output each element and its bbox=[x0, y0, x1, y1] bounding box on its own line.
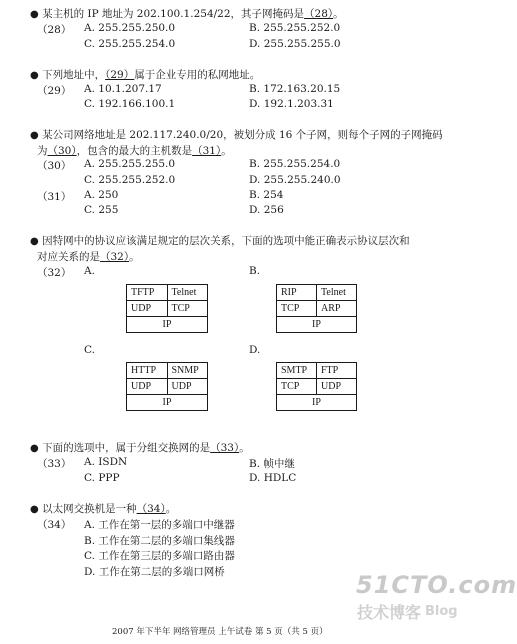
bullet-icon: ● bbox=[30, 504, 39, 515]
watermark-blog: Blog bbox=[425, 604, 458, 619]
bullet-icon: ● bbox=[30, 70, 39, 81]
q32-label-c: C. bbox=[84, 344, 95, 356]
question-29-stem: ● 下列地址中，（29）属于企业专用的私网地址。 bbox=[30, 69, 261, 81]
question-30-stem-line2: 为（30），包含的最大的主机数是（31）。 bbox=[37, 145, 232, 157]
q32-label-d: D. bbox=[249, 344, 261, 356]
question-33-number: （33） bbox=[37, 458, 72, 470]
q28-option-d: D. 255.255.255.0 bbox=[249, 38, 341, 50]
protocol-stack-b: RIP Telnet TCP ARP IP bbox=[276, 284, 357, 333]
q33-option-a: A. ISDN bbox=[84, 456, 128, 468]
q34-option-b: B. 工作在第二层的多端口集线器 bbox=[84, 535, 235, 547]
q29-option-a: A. 10.1.207.17 bbox=[84, 83, 162, 95]
q29-option-c: C. 192.166.100.1 bbox=[84, 98, 176, 110]
question-32-stem-line2: 对应关系的是（32）。 bbox=[37, 251, 140, 263]
q32-label-b: B. bbox=[249, 265, 261, 277]
q33-option-d: D. HDLC bbox=[249, 472, 297, 484]
q30-option-c: C. 255.255.252.0 bbox=[84, 174, 176, 186]
q30-option-b: B. 255.255.254.0 bbox=[249, 158, 341, 170]
watermark-logo: 51CTO.com bbox=[356, 571, 517, 599]
q31-option-d: D. 256 bbox=[249, 204, 284, 216]
q30-option-a: A. 255.255.255.0 bbox=[84, 158, 176, 170]
q33-option-c: C. PPP bbox=[84, 472, 120, 484]
q29-option-b: B. 172.163.20.15 bbox=[249, 83, 341, 95]
question-34-number: （34） bbox=[37, 519, 72, 531]
q31-option-a: A. 250 bbox=[84, 189, 119, 201]
q34-option-a: A. 工作在第一层的多端口中继器 bbox=[84, 519, 235, 531]
bullet-icon: ● bbox=[30, 9, 39, 20]
bullet-icon: ● bbox=[30, 443, 39, 454]
watermark-subtitle: 技术博客 bbox=[357, 603, 422, 622]
question-29-number: （29） bbox=[37, 85, 72, 97]
q28-option-b: B. 255.255.252.0 bbox=[249, 22, 341, 34]
q28-option-c: C. 255.255.254.0 bbox=[84, 38, 176, 50]
q28-option-a: A. 255.255.250.0 bbox=[84, 22, 176, 34]
protocol-stack-d: SMTP FTP TCP UDP IP bbox=[276, 362, 357, 411]
q34-option-d: D. 工作在第二层的多端口网桥 bbox=[84, 566, 225, 578]
bullet-icon: ● bbox=[30, 236, 39, 247]
question-32-stem-line1: ● 因特网中的协议应该满足规定的层次关系，下面的选项中能正确表示协议层次和 bbox=[30, 235, 410, 247]
q32-label-a: A. bbox=[84, 265, 95, 277]
page-footer: 2007 年下半年 网络管理员 上午试卷 第 5 页（共 5 页） bbox=[112, 627, 328, 637]
question-28-number: （28） bbox=[37, 24, 72, 36]
q29-option-d: D. 192.1.203.31 bbox=[249, 98, 334, 110]
question-34-stem: ● 以太网交换机是一种（34）。 bbox=[30, 503, 177, 515]
q31-option-c: C. 255 bbox=[84, 204, 119, 216]
question-33-stem: ● 下面的选项中，属于分组交换网的是（33）。 bbox=[30, 442, 250, 454]
protocol-stack-a: TFTP Telnet UDP TCP IP bbox=[126, 284, 208, 333]
q31-option-b: B. 254 bbox=[249, 189, 284, 201]
q30-option-d: D. 255.255.240.0 bbox=[249, 174, 341, 186]
bullet-icon: ● bbox=[30, 130, 39, 141]
question-28-stem: ● 某主机的 IP 地址为 202.100.1.254/22，其子网掩码是（28）。 bbox=[30, 8, 344, 20]
protocol-stack-c: HTTP SNMP UDP UDP IP bbox=[126, 362, 208, 411]
question-32-number: （32） bbox=[37, 267, 72, 279]
q33-option-b: B. 帧中继 bbox=[249, 458, 295, 470]
question-31-number: （31） bbox=[37, 191, 72, 203]
q34-option-c: C. 工作在第三层的多端口路由器 bbox=[84, 550, 235, 562]
question-30-number: （30） bbox=[37, 160, 72, 172]
question-30-stem-line1: ● 某公司网络地址是 202.117.240.0/20，被划分成 16 个子网，则每个子网的子网掩码 bbox=[30, 129, 443, 141]
